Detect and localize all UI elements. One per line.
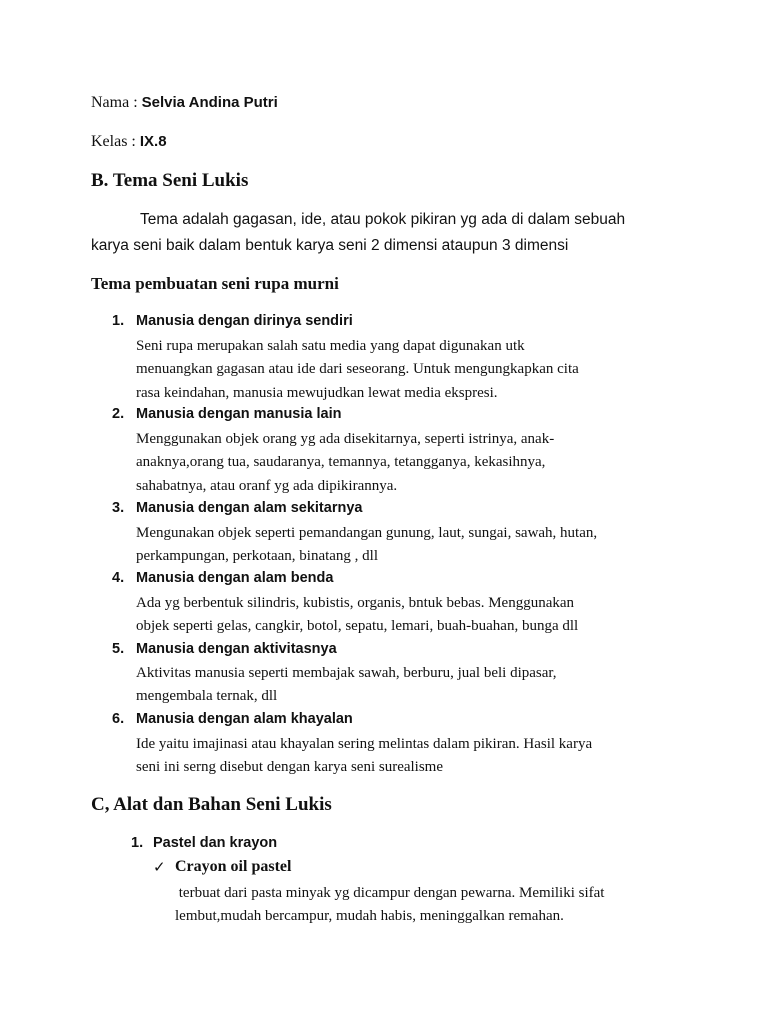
list-item-number: 5. (112, 641, 125, 657)
nama-value: Selvia Andina Putri (141, 94, 278, 111)
intro-line-2: karya seni baik dalam bentuk karya seni 2 dimensi ataupun 3 dimensi (91, 237, 569, 254)
list-item-number: 6. (112, 711, 125, 727)
nama-label: Nama : (91, 94, 142, 111)
body-line: mengembala ternak, dll (136, 688, 278, 705)
list-item-title: Manusia dengan alam benda (136, 570, 334, 586)
body-line: perkampungan, perkotaan, binatang , dll (136, 548, 379, 565)
checkmark-icon: ✓ (153, 859, 166, 876)
sub-item-line-2: lembut,mudah bercampur, mudah habis, meninggalkan remahan. (175, 908, 564, 924)
list-item-title: Pastel dan krayon (153, 835, 278, 851)
list-item-title: Manusia dengan alam sekitarnya (136, 500, 363, 516)
nama-line (91, 94, 278, 112)
sub-item-title: Crayon oil pastel (175, 858, 292, 875)
list-item-body (136, 733, 592, 780)
body-line: Ide yaitu imajinasi atau khayalan sering melintas dalam pikiran. Hasil karya (136, 736, 593, 752)
kelas-label: Kelas : (91, 133, 140, 150)
body-line: Ada yg berbentuk silindris, kubistis, organis, bntuk bebas. Menggunakan (136, 595, 575, 611)
list-item-number: 4. (112, 570, 125, 586)
section-b-subtitle: Tema pembuatan seni rupa murni (91, 274, 339, 293)
section-c-title: C, Alat dan Bahan Seni Lukis (91, 794, 332, 815)
body-line: Menggunakan objek orang yg ada disekitarnya, seperti istrinya, anak- (136, 431, 555, 447)
intro-line-1: Tema adalah gagasan, ide, atau pokok pikiran yg ada di dalam sebuah (140, 211, 626, 228)
list-item-number: 2. (112, 406, 125, 422)
list-item-title: Manusia dengan alam khayalan (136, 711, 353, 727)
body-line: Aktivitas manusia seperti membajak sawah, berburu, jual beli dipasar, (136, 665, 557, 681)
sub-item-line-1: terbuat dari pasta minyak yg dicampur dengan pewarna. Memiliki sifat (175, 885, 605, 901)
list-item-body (136, 335, 579, 405)
body-line: menuangkan gagasan atau ide dari seseorang. Untuk mengungkapkan cita (136, 361, 579, 378)
body-line: anaknya,orang tua, saudaranya, temannya, tetangganya, kekasihnya, (136, 454, 546, 471)
list-item-title: Manusia dengan dirinya sendiri (136, 313, 353, 329)
section-b-title: B. Tema Seni Lukis (91, 170, 249, 191)
list-item-title: Manusia dengan aktivitasnya (136, 641, 337, 657)
body-line: objek seperti gelas, cangkir, botol, sepatu, lemari, buah-buahan, bunga dll (136, 618, 579, 635)
list-item-body (136, 428, 554, 498)
list-item-title: Manusia dengan manusia lain (136, 406, 342, 422)
list-item-number: 3. (112, 500, 125, 516)
body-line: rasa keindahan, manusia mewujudkan lewat media ekspresi. (136, 384, 498, 401)
list-item-number: 1. (112, 313, 125, 329)
list-item-body (136, 592, 578, 639)
body-line: sahabatnya, atau oranf yg ada dipikirannya. (136, 477, 398, 494)
kelas-value: IX.8 (139, 133, 167, 150)
list-item-body (136, 522, 597, 569)
list-item-number: 1. (131, 835, 144, 851)
body-line: Seni rupa merupakan salah satu media yang dapat digunakan utk (136, 338, 525, 354)
body-line: seni ini serng disebut dengan karya seni surealisme (136, 759, 444, 776)
kelas-line (91, 133, 167, 151)
body-line: Mengunakan objek seperti pemandangan gunung, laut, sungai, sawah, hutan, (136, 525, 598, 541)
list-item-body (136, 662, 557, 709)
